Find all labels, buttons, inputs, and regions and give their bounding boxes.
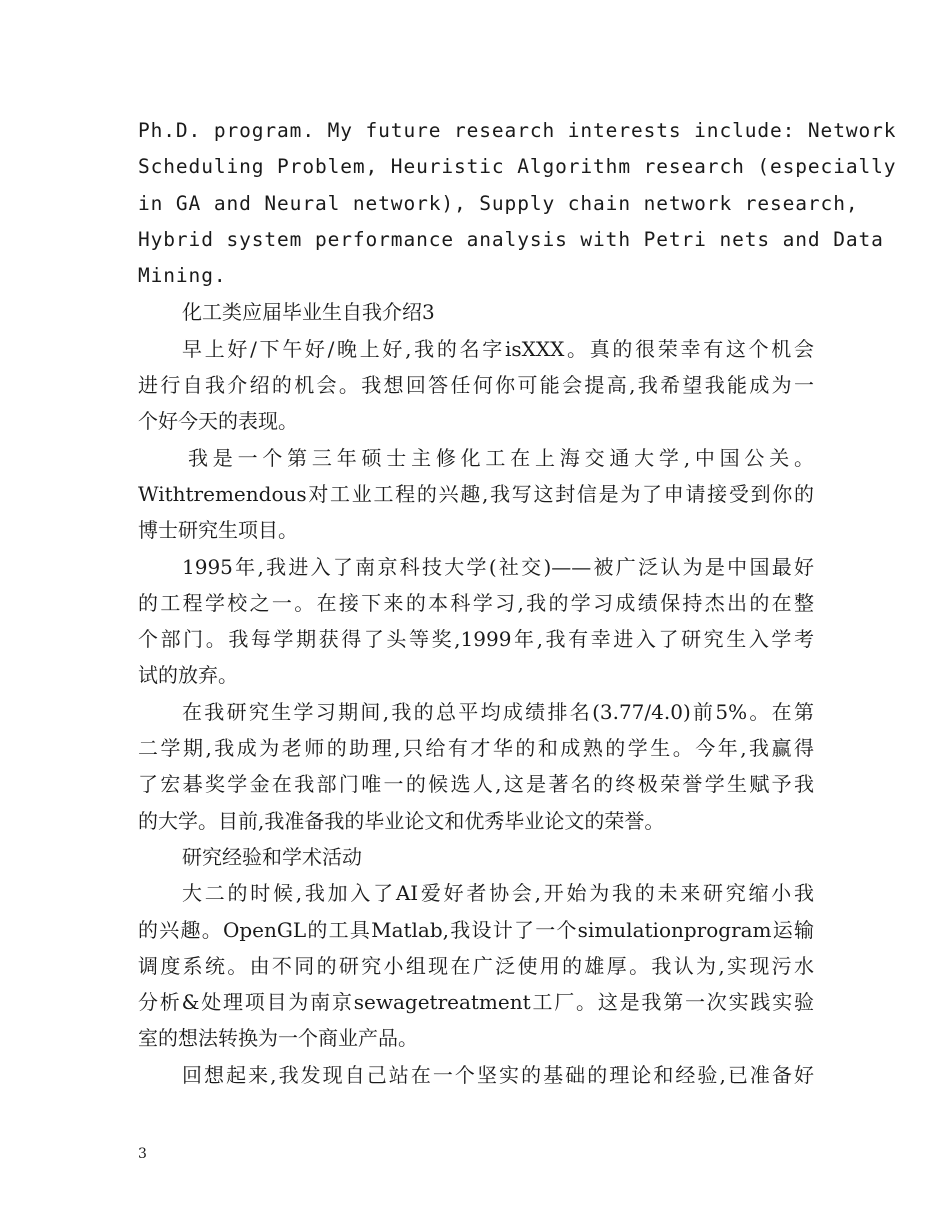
paragraph-line: 的兴趣。OpenGL的工具Matlab,我设计了一个simulationprogram运输 — [138, 917, 814, 942]
paragraph-line: 试的放弃。 — [138, 663, 238, 688]
english-text-line: Scheduling Problem, Heuristic Algorithm research (especially — [138, 155, 897, 179]
paragraph-line: 回想起来,我发现自己站在一个坚实的基础的理论和经验,已准备好 — [182, 1062, 814, 1087]
paragraph-line: 二学期,我成为老师的助理,只给有才华的和成熟的学生。今年,我赢得 — [138, 736, 814, 761]
section-title: 化工类应届毕业生自我介绍3 — [182, 300, 435, 325]
paragraph-line: 我是一个第三年硕士主修化工在上海交通大学,中国公关。 — [188, 445, 814, 470]
paragraph-line: 早上好/下午好/晚上好,我的名字isXXX。真的很荣幸有这个机会 — [182, 336, 814, 361]
english-text-line: in GA and Neural network), Supply chain network research, — [138, 191, 859, 215]
paragraph-line: 博士研究生项目。 — [138, 518, 298, 543]
paragraph-line: 1995年,我进入了南京科技大学(社交)——被广泛认为是中国最好 — [182, 554, 814, 579]
paragraph-line: 在我研究生学习期间,我的总平均成绩排名(3.77/4.0)前5%。在第 — [182, 699, 814, 724]
paragraph-line: 个好今天的表现。 — [138, 409, 298, 434]
paragraph-line: 了宏碁奖学金在我部门唯一的候选人,这是著名的终极荣誉学生赋予我 — [138, 772, 814, 797]
paragraph-line: 的大学。目前,我准备我的毕业论文和优秀毕业论文的荣誉。 — [138, 808, 665, 833]
page-number: 3 — [138, 1146, 147, 1162]
english-text-line: Mining. — [138, 264, 227, 288]
paragraph-line: 调度系统。由不同的研究小组现在广泛使用的雄厚。我认为,实现污水 — [138, 953, 814, 978]
english-text-line: Ph.D. program. My future research interests include: Network — [138, 119, 897, 142]
paragraph-line: 室的想法转换为一个商业产品。 — [138, 1026, 418, 1051]
paragraph-line: 个部门。我每学期获得了头等奖,1999年,我有幸进入了研究生入学考 — [138, 627, 814, 652]
paragraph-line: Withtremendous对工业工程的兴趣,我写这封信是为了申请接受到你的 — [138, 481, 814, 506]
english-text-line: Hybrid system performance analysis with Petri nets and Data — [138, 227, 884, 251]
paragraph-line: 的工程学校之一。在接下来的本科学习,我的学习成绩保持杰出的在整 — [138, 590, 814, 615]
paragraph-line: 分析&处理项目为南京sewagetreatment工厂。这是我第一次实践实验 — [138, 990, 814, 1015]
section-heading: 研究经验和学术活动 — [182, 844, 362, 869]
document-body — [138, 113, 897, 1093]
paragraph-line: 进行自我介绍的机会。我想回答任何你可能会提高,我希望我能成为一 — [138, 373, 814, 398]
paragraph-line: 大二的时候,我加入了AI爱好者协会,开始为我的未来研究缩小我 — [182, 881, 814, 906]
